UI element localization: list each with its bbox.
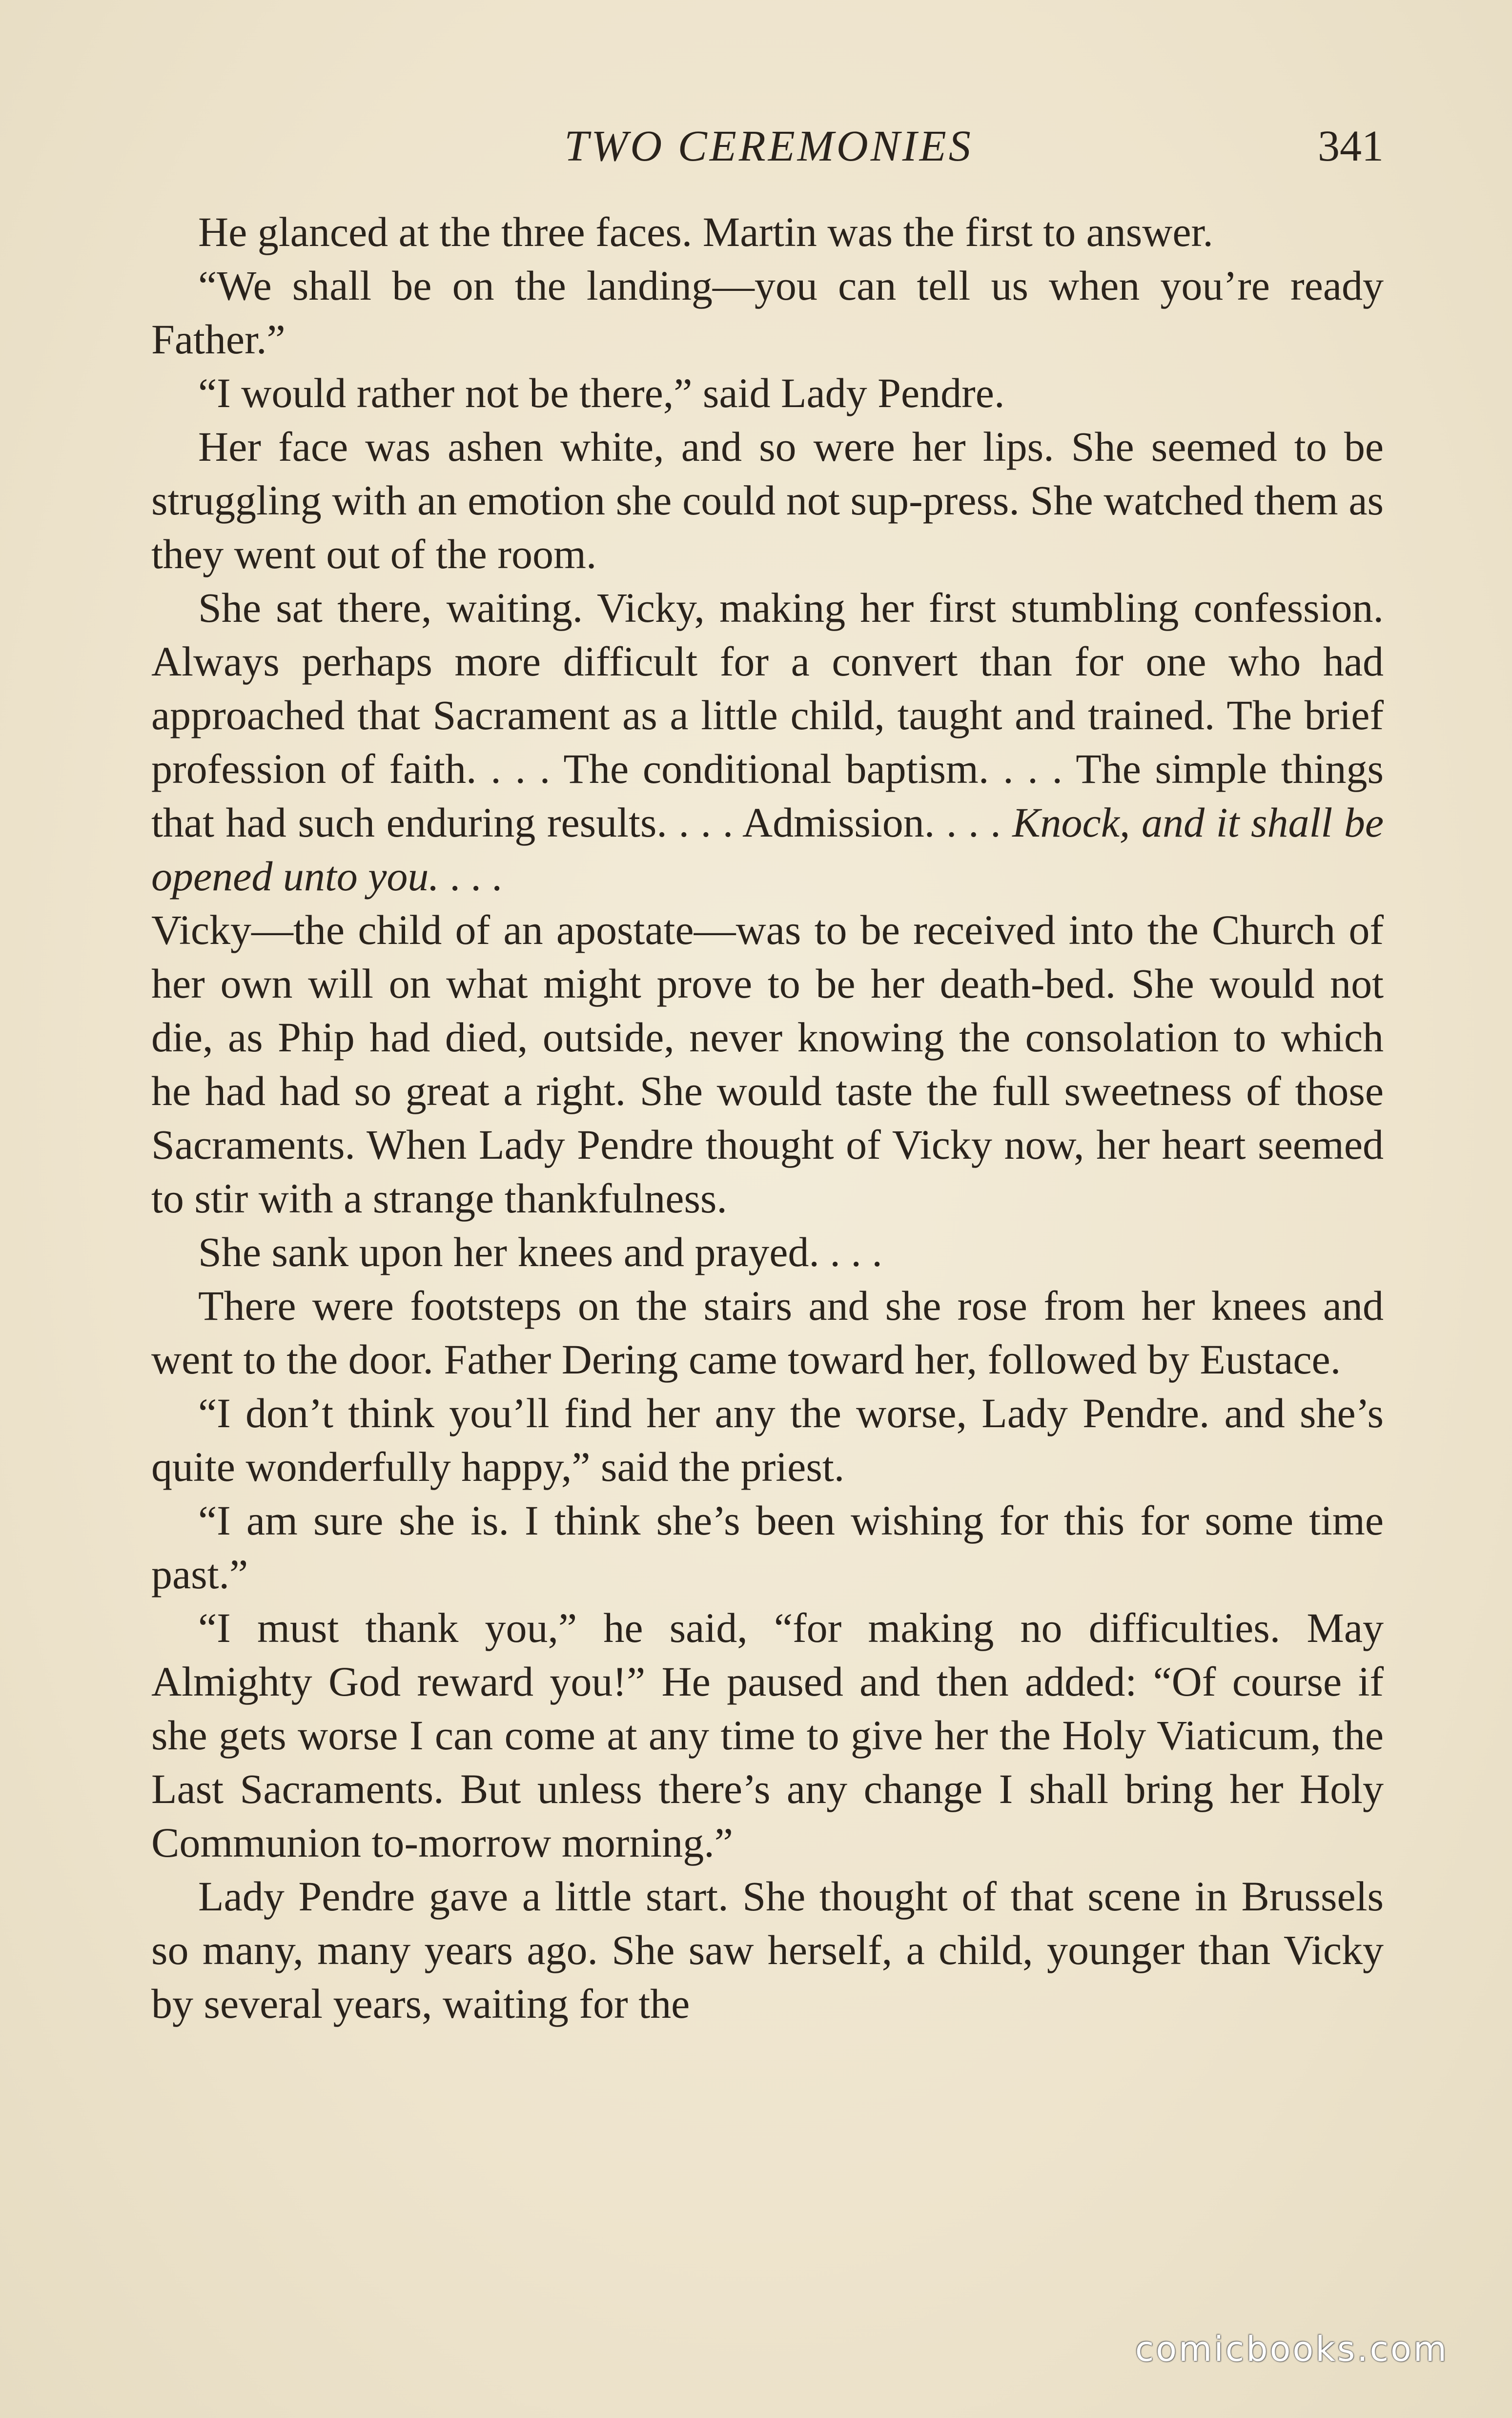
paragraph: “I must thank you,” he said, “for making no difficulties. May Almighty God reward you!” He paused and then added: “Of course if she gets worse I can come at any time to give her the Holy Viaticum, the Last Sacraments. But unless there’s any change I shall bring her Holy Communion to-morrow morning.”	[151, 1604, 1384, 1866]
paragraph: Vicky—the child of an apostate—was to be received into the Church of her own will on what might prove to be her death-bed. She would not die, as Phip had died, outside, never knowing the consolation to which he had had so great a right. She would taste the full sweetness of those Sacraments. When Lady Pendre thought of Vicky now, her heart seemed to stir with a strange thankfulness.	[151, 906, 1384, 1222]
paragraph-text: She sat there, waiting. Vicky, making her first stumbling confession. Always perhaps more difficult for a convert than for one who had approached that Sacrament as a little child, taught and trained. The brief profession of faith. . . . The conditional baptism. . . . The simple things that had such enduring results. . . . Admission. . . .	[151, 584, 1384, 846]
page-number: 341	[1318, 122, 1384, 170]
running-title: TWO CEREMONIES	[564, 122, 973, 170]
running-head	[154, 117, 1384, 176]
paragraph	[151, 581, 1384, 903]
paragraph: Her face was ashen white, and so were her lips. She seemed to be struggling with an emotion she could not sup-press. She watched them as they went out of the room.	[151, 423, 1384, 577]
italic-quotation: Knock, and it shall be opened unto you.	[151, 799, 1384, 900]
paragraph: There were footsteps on the stairs and she rose from her knees and went to the door. Father Dering came toward her, followed by Eustace.	[151, 1282, 1384, 1383]
body-text	[151, 205, 1384, 2030]
paragraph: Lady Pendre gave a little start. She thought of that scene in Brussels so many, many years ago. She saw herself, a child, younger than Vicky by several years, waiting for the	[151, 1873, 1384, 2027]
watermark: comicbooks.com	[1135, 2329, 1449, 2369]
paragraph: “I am sure she is. I think she’s been wishing for this for some time past.”	[151, 1497, 1384, 1598]
paragraph: “We shall be on the landing—you can tell us when you’re ready Father.”	[151, 262, 1384, 363]
paragraph: “I don’t think you’ll find her any the worse, Lady Pendre. and she’s quite wonderfully happy,” said the priest.	[151, 1390, 1384, 1490]
paragraph: He glanced at the three faces. Martin was the first to answer.	[198, 208, 1213, 255]
paragraph: She sank upon her knees and prayed. . . .	[198, 1229, 882, 1275]
paragraph-text: . . .	[439, 853, 502, 900]
paragraph: “I would rather not be there,” said Lady Pendre.	[198, 369, 1005, 416]
